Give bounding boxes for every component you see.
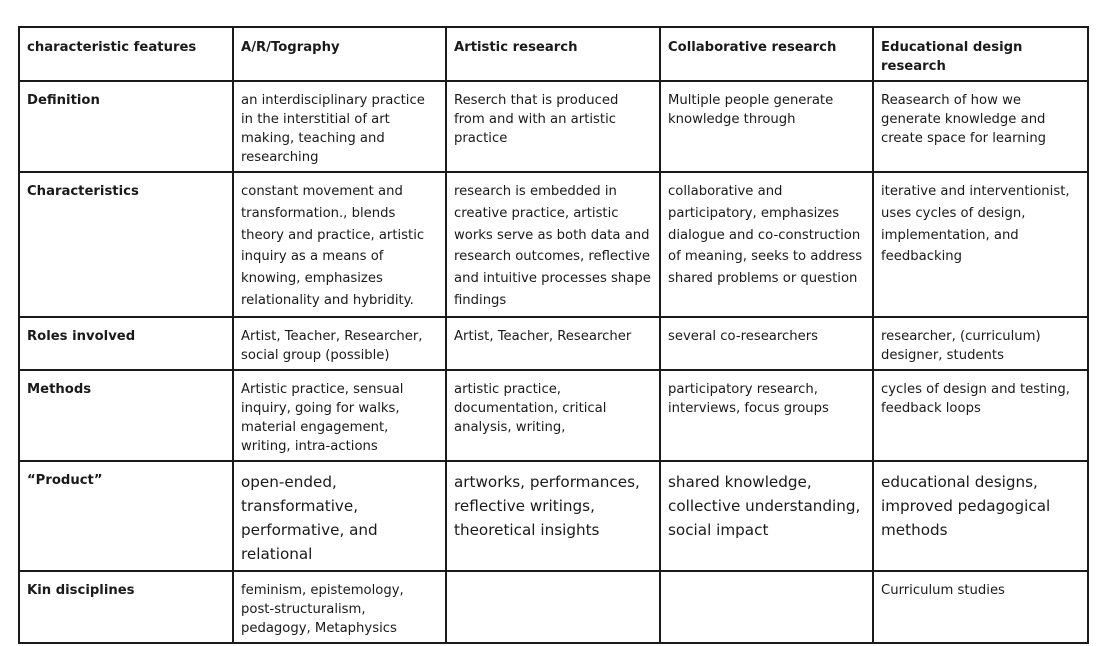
table-cell: several co-researchers [660, 317, 873, 370]
row-label-characteristics: Characteristics [19, 172, 233, 317]
row-label-definition: Definition [19, 81, 233, 172]
header-cell-artography: A/R/Tography [233, 27, 446, 81]
table-cell: an interdisciplinary practice in the interstitial of art making, teaching and researching [233, 81, 446, 172]
table-cell: cycles of design and testing, feedback loops [873, 370, 1088, 461]
table-row-methods [19, 370, 1088, 461]
table-cell: researcher, (curriculum) designer, students [873, 317, 1088, 370]
table-cell: shared knowledge, collective understanding, social impact [660, 461, 873, 571]
table-cell: artistic practice, documentation, critical analysis, writing, [446, 370, 660, 461]
header-cell-characteristic-features: characteristic features [19, 27, 233, 81]
table-cell: Reserch that is produced from and with an artistic practice [446, 81, 660, 172]
table-row-roles-involved [19, 317, 1088, 370]
table-row-kin-disciplines [19, 571, 1088, 643]
row-label-methods: Methods [19, 370, 233, 461]
table-cell: research is embedded in creative practice, artistic works serve as both data and research outcomes, reflective and intuitive processes shape findings [446, 172, 660, 317]
header-cell-educational-design-research: Educational design research [873, 27, 1088, 81]
table-row-characteristics [19, 172, 1088, 317]
table-cell: participatory research, interviews, focus groups [660, 370, 873, 461]
table-cell: feminism, epistemology, post-structuralism, pedagogy, Metaphysics [233, 571, 446, 643]
table-cell: educational designs, improved pedagogical methods [873, 461, 1088, 571]
header-cell-collaborative-research: Collaborative research [660, 27, 873, 81]
table-cell: Artist, Teacher, Researcher [446, 317, 660, 370]
table-header-row [19, 27, 1088, 81]
table-cell: iterative and interventionist, uses cycles of design, implementation, and feedbacking [873, 172, 1088, 317]
table-cell: Artistic practice, sensual inquiry, going for walks, material engagement, writing, intra-actions [233, 370, 446, 461]
table-cell-empty [660, 571, 873, 643]
row-label-kin-disciplines: Kin disciplines [19, 571, 233, 643]
header-cell-artistic-research: Artistic research [446, 27, 660, 81]
table-cell: Reasearch of how we generate knowledge and create space for learning [873, 81, 1088, 172]
comparison-table [18, 26, 1089, 644]
table-cell: artworks, performances, reflective writings, theoretical insights [446, 461, 660, 571]
table-cell: collaborative and participatory, emphasizes dialogue and co-construction of meaning, seeks to address shared problems or question [660, 172, 873, 317]
table-cell: open-ended, transformative, performative, and relational [233, 461, 446, 571]
row-label-product: “Product” [19, 461, 233, 571]
table-row-product [19, 461, 1088, 571]
table-cell: Multiple people generate knowledge through [660, 81, 873, 172]
table-cell-empty [446, 571, 660, 643]
table-row-definition [19, 81, 1088, 172]
table-cell: Curriculum studies [873, 571, 1088, 643]
row-label-roles-involved: Roles involved [19, 317, 233, 370]
table-cell: constant movement and transformation., blends theory and practice, artistic inquiry as a means of knowing, emphasizes relationality and hybridity. [233, 172, 446, 317]
table-cell: Artist, Teacher, Researcher, social group (possible) [233, 317, 446, 370]
